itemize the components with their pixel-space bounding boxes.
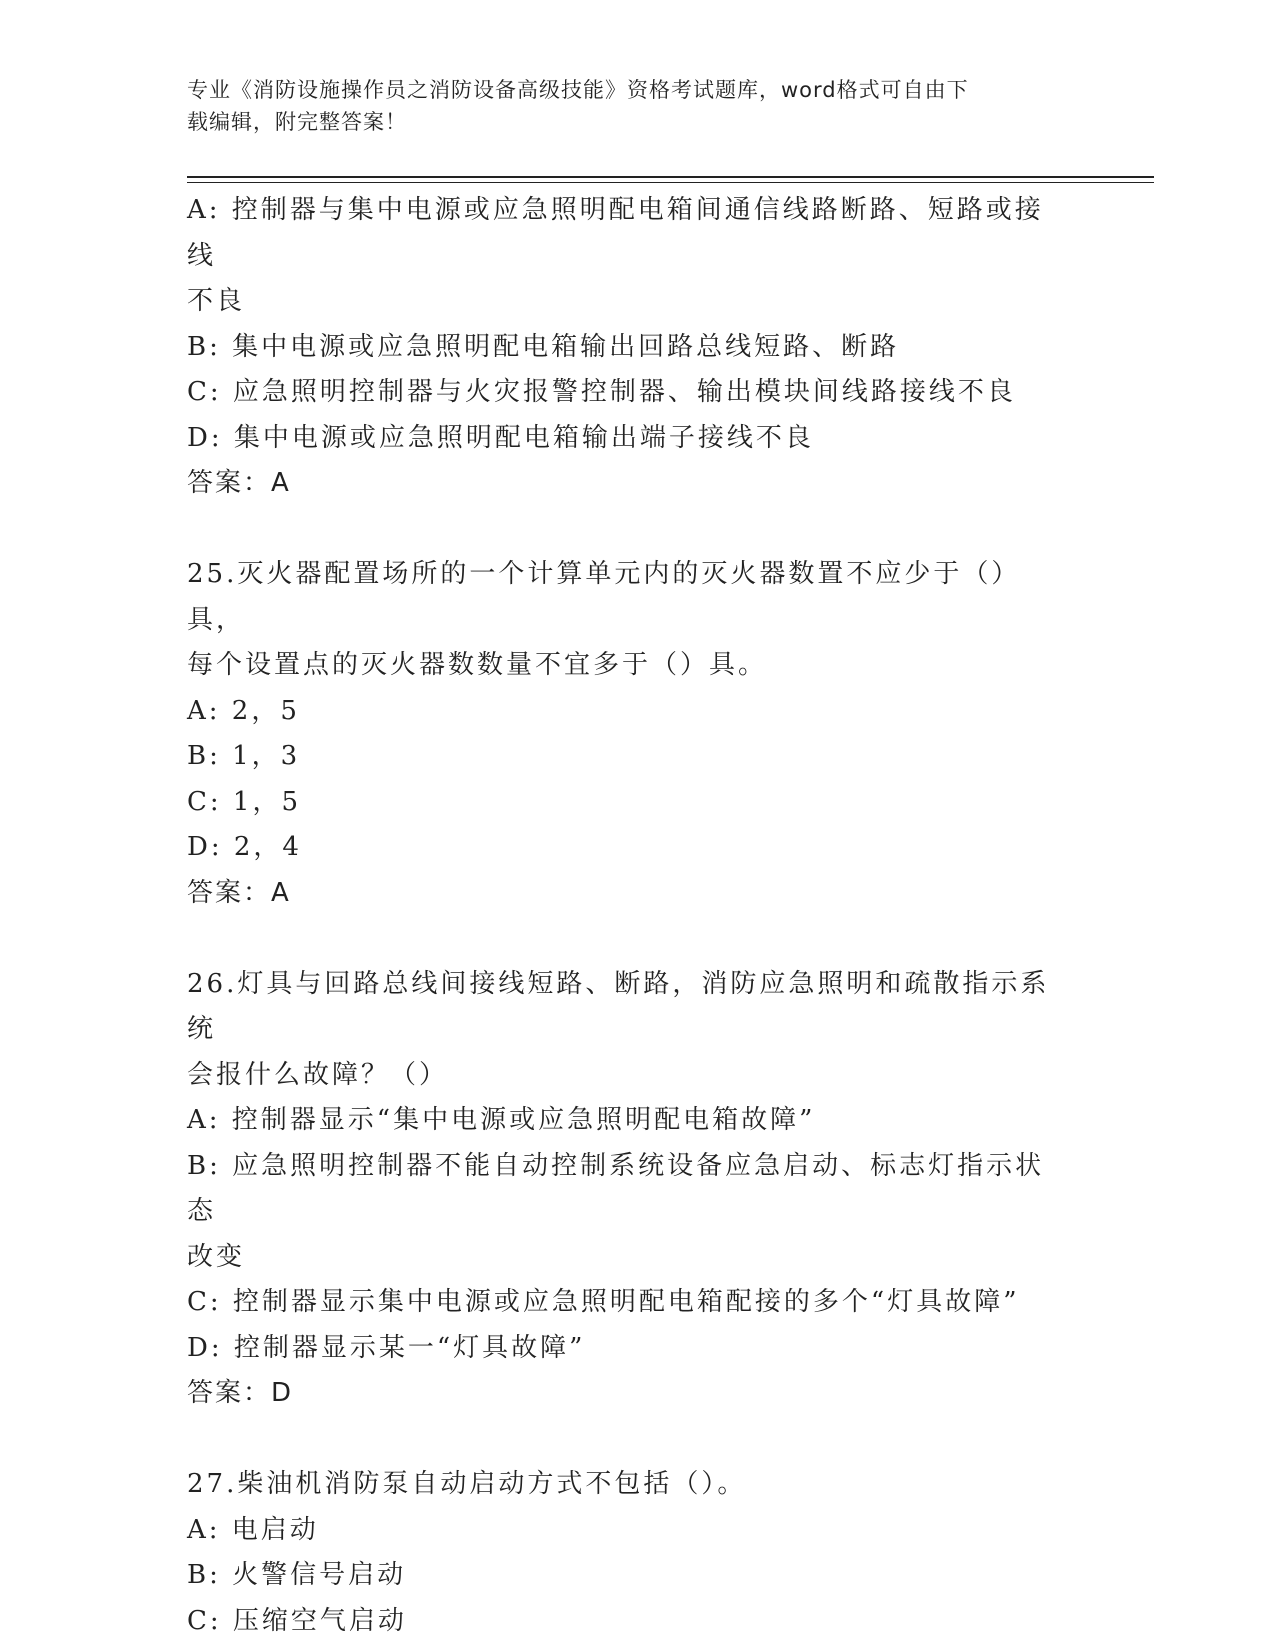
question-24	[187, 188, 1067, 507]
spacer	[187, 507, 1067, 553]
header-divider-thin	[187, 182, 1154, 183]
option-b: B: 1，3	[187, 741, 301, 771]
spacer	[187, 916, 1067, 962]
option-d: D: 2，4	[187, 832, 302, 862]
question-stem-line-1: 25.灭火器配置场所的一个计算单元内的灭火器数置不应少于（）具，	[187, 559, 1021, 635]
option-b: B: 集中电源或应急照明配电箱输出回路总线短路、断路	[187, 331, 900, 362]
document-header	[187, 74, 1067, 138]
question-stem-line-1: 26.灯具与回路总线间接线短路、断路，消防应急照明和疏散指示系统	[187, 968, 1050, 1044]
option-c: C: 压缩空气启动	[187, 1605, 407, 1636]
option-a: A: 控制器显示“集中电源或应急照明配电箱故障”	[187, 1105, 816, 1135]
option-d: D: 控制器显示某一“灯具故障”	[187, 1332, 586, 1363]
header-line-2: 载编辑，附完整答案！	[187, 110, 407, 134]
question-26	[187, 962, 1067, 1417]
option-a: A: 2，5	[187, 695, 300, 726]
answer: 答案：D	[187, 1378, 294, 1408]
option-c: C: 应急照明控制器与火灾报警控制器、输出模块间线路接线不良	[187, 377, 1016, 407]
option-d: D: 集中电源或应急照明配电箱输出端子接线不良	[187, 422, 814, 453]
question-stem-line-2: 会报什么故障？（）	[187, 1059, 449, 1090]
spacer	[187, 1417, 1067, 1463]
question-stem-line-2: 每个设置点的灭火器数数量不宜多于（）具。	[187, 650, 768, 680]
option-a-line-2: 不良	[187, 286, 246, 316]
question-25	[187, 552, 1067, 916]
answer: 答案：A	[187, 877, 291, 908]
option-c: C: 控制器显示集中电源或应急照明配电箱配接的多个“灯具故障”	[187, 1287, 1020, 1317]
option-a: A: 电启动	[187, 1514, 319, 1545]
option-b: B: 火警信号启动	[187, 1560, 407, 1590]
option-b-line-2: 改变	[187, 1241, 246, 1272]
answer: 答案：A	[187, 468, 291, 498]
option-a-line-1: A: 控制器与集中电源或应急照明配电箱间通信线路断路、短路或接线	[187, 195, 1044, 271]
option-b-line-1: B: 应急照明控制器不能自动控制系统设备应急启动、标志灯指示状态	[187, 1150, 1045, 1226]
header-divider-thick	[187, 176, 1154, 178]
question-stem: 27.柴油机消防泵自动启动方式不包括（）。	[187, 1469, 747, 1499]
option-c: C: 1，5	[187, 786, 302, 817]
question-27	[187, 1462, 1067, 1644]
header-line-1: 专业《消防设施操作员之消防设备高级技能》资格考试题库，word格式可自由下	[187, 78, 969, 102]
question-list	[187, 188, 1067, 1644]
